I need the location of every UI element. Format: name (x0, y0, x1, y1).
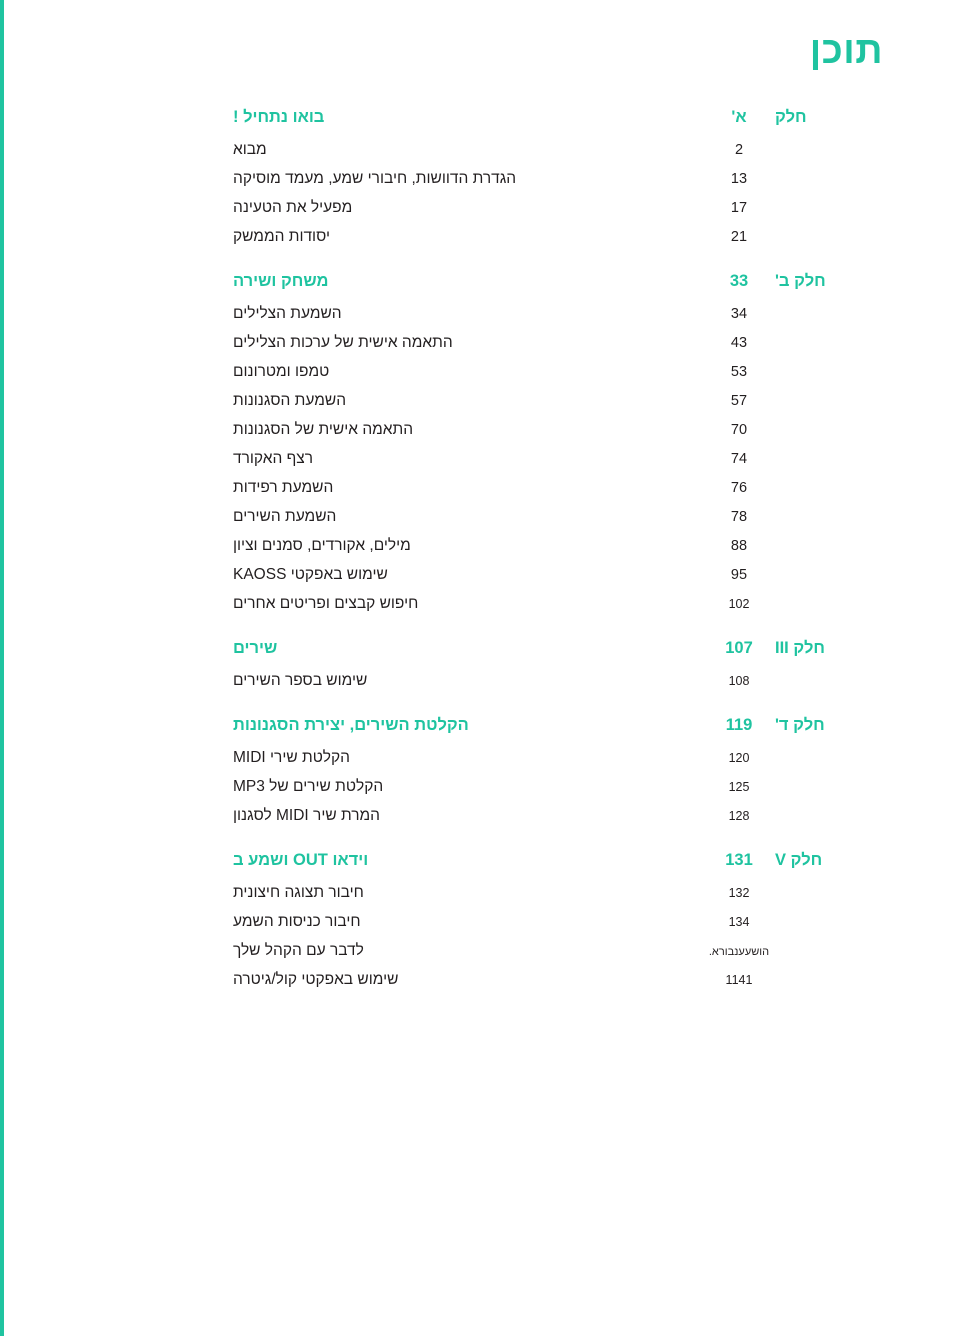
toc-part-row[interactable] (0, 716, 955, 735)
toc-entry-row[interactable] (0, 450, 955, 468)
toc-entry-page-number: 2 (734, 142, 744, 158)
toc-entry-row[interactable] (0, 595, 955, 613)
toc-entry-label: התאמה אישית של הסגנונות (233, 421, 414, 438)
toc-entry-label: מפעיל את הטעינה (233, 199, 353, 216)
toc-entry-page-number: 53 (730, 364, 748, 380)
toc-entry-label: הגדרת הדוושות, חיבורי שמע, מעמד מוסיקה (233, 170, 517, 187)
toc-entry-page-number: 34 (730, 306, 748, 322)
toc-entry-row[interactable] (0, 749, 955, 767)
toc-entry-label: המרת שיר MIDI לסגנון (233, 807, 380, 824)
toc-part-group (0, 716, 955, 825)
toc-entry-row[interactable] (0, 778, 955, 796)
page-title: תוכן (809, 30, 883, 72)
toc-entry-page-number: 134 (728, 915, 750, 929)
toc-entry-row[interactable] (0, 305, 955, 323)
toc-entry-label: שימוש בספר השירים (233, 672, 368, 689)
toc-entry-label: מבוא (233, 141, 267, 158)
toc-part-page-number: 33 (729, 272, 749, 290)
toc-entry-label: שימוש באפקטי KAOSS (233, 566, 388, 583)
toc-entry-page-number: הושעענבורא. (708, 946, 770, 958)
toc-entry-page-number: 57 (730, 393, 748, 409)
toc-entry-label: השמעת השירים (233, 508, 337, 525)
toc-entry-row[interactable] (0, 508, 955, 526)
toc-entry-row[interactable] (0, 392, 955, 410)
toc-entry-page-number: 70 (730, 422, 748, 438)
toc-part-label: חלק ד' (775, 716, 825, 734)
toc-entry-row[interactable] (0, 807, 955, 825)
toc-entry-label: יסודות הממשק (233, 228, 330, 245)
toc-entry-row[interactable] (0, 479, 955, 497)
toc-part-group (0, 639, 955, 690)
toc-entry-row[interactable] (0, 537, 955, 555)
toc-entry-label: רצף האקורד (233, 450, 313, 467)
toc-entry-row[interactable] (0, 971, 955, 989)
toc-entry-label: טמפו ומטרונום (233, 363, 330, 380)
toc-entry-page-number: 102 (728, 597, 750, 611)
toc-part-group (0, 272, 955, 613)
toc-part-label: חלק V (775, 851, 823, 869)
toc-entry-row[interactable] (0, 421, 955, 439)
toc-part-group (0, 108, 955, 246)
toc-part-label: חלק (775, 108, 807, 126)
toc-part-title: שירים (233, 639, 278, 657)
toc-entry-page-number: 95 (730, 567, 748, 583)
toc-entry-label: לדבר עם הקהל שלך (233, 942, 364, 959)
toc-part-row[interactable] (0, 851, 955, 870)
toc-entry-page-number: 125 (728, 780, 750, 794)
toc-part-label: חלק III (775, 639, 825, 657)
toc-entry-row[interactable] (0, 672, 955, 690)
toc-entry-page-number: 76 (730, 480, 748, 496)
toc-entry-row[interactable] (0, 228, 955, 246)
toc-entry-label: השמעת הצלילים (233, 305, 342, 322)
toc-entry-page-number: 74 (730, 451, 748, 467)
toc-entry-row[interactable] (0, 884, 955, 902)
toc-part-title: בואו נתחיל ! (233, 108, 325, 126)
toc-part-row[interactable] (0, 108, 955, 127)
toc-entry-page-number: 108 (728, 674, 750, 688)
toc-entry-label: מילים, אקורדים, סמנים וציון (233, 537, 411, 554)
toc-entry-page-number: 128 (728, 809, 750, 823)
toc-entry-page-number: 78 (730, 509, 748, 525)
toc-entry-label: חיפוש קבצים ופריטים אחרים (233, 595, 419, 612)
toc-entry-page-number: 1141 (725, 973, 753, 987)
toc-entry-label: הקלטת שירים של MP3 (233, 778, 384, 795)
toc-entry-page-number: 43 (730, 335, 748, 351)
toc-part-page-number: א' (731, 108, 747, 126)
toc-entry-label: חיבור כניסות השמע (233, 913, 361, 930)
toc-entry-label: חיבור תצוגה חיצונית (233, 884, 364, 901)
toc-part-group (0, 851, 955, 989)
toc-entry-page-number: 120 (728, 751, 750, 765)
toc-part-label: חלק ב' (775, 272, 826, 290)
toc-entry-label: השמעת הסגנונות (233, 392, 347, 409)
toc-entry-row[interactable] (0, 566, 955, 584)
toc-entry-page-number: 88 (730, 538, 748, 554)
toc-entry-row[interactable] (0, 199, 955, 217)
toc-part-title: וידאו OUT ושמע ב (233, 851, 369, 869)
toc-entry-page-number: 132 (728, 886, 750, 900)
toc-part-page-number: 119 (725, 716, 753, 734)
toc-part-row[interactable] (0, 272, 955, 291)
toc-entry-row[interactable] (0, 913, 955, 931)
toc-entry-page-number: 21 (730, 229, 748, 245)
toc-entry-label: שימוש באפקטי קול/גיטרה (233, 971, 399, 988)
toc-entry-row[interactable] (0, 141, 955, 159)
toc-entry-label: התאמה אישית של ערכות הצלילים (233, 334, 453, 351)
toc-part-title: הקלטת השירים, יצירת הסגנונות (233, 716, 469, 734)
toc-entry-page-number: 13 (730, 171, 748, 187)
toc-part-page-number: 131 (725, 851, 753, 869)
toc-part-page-number: 107 (725, 639, 753, 657)
toc-entry-label: הקלטת שירי MIDI (233, 749, 350, 766)
toc-entry-row[interactable] (0, 170, 955, 188)
toc-entry-page-number: 17 (730, 200, 748, 216)
toc-entry-row[interactable] (0, 942, 955, 960)
toc-part-row[interactable] (0, 639, 955, 658)
toc-entry-row[interactable] (0, 334, 955, 352)
toc-entry-row[interactable] (0, 363, 955, 381)
toc-entry-label: השמעת רפידות (233, 479, 334, 496)
table-of-contents (0, 108, 955, 989)
toc-part-title: משחק ושירה (233, 272, 329, 290)
